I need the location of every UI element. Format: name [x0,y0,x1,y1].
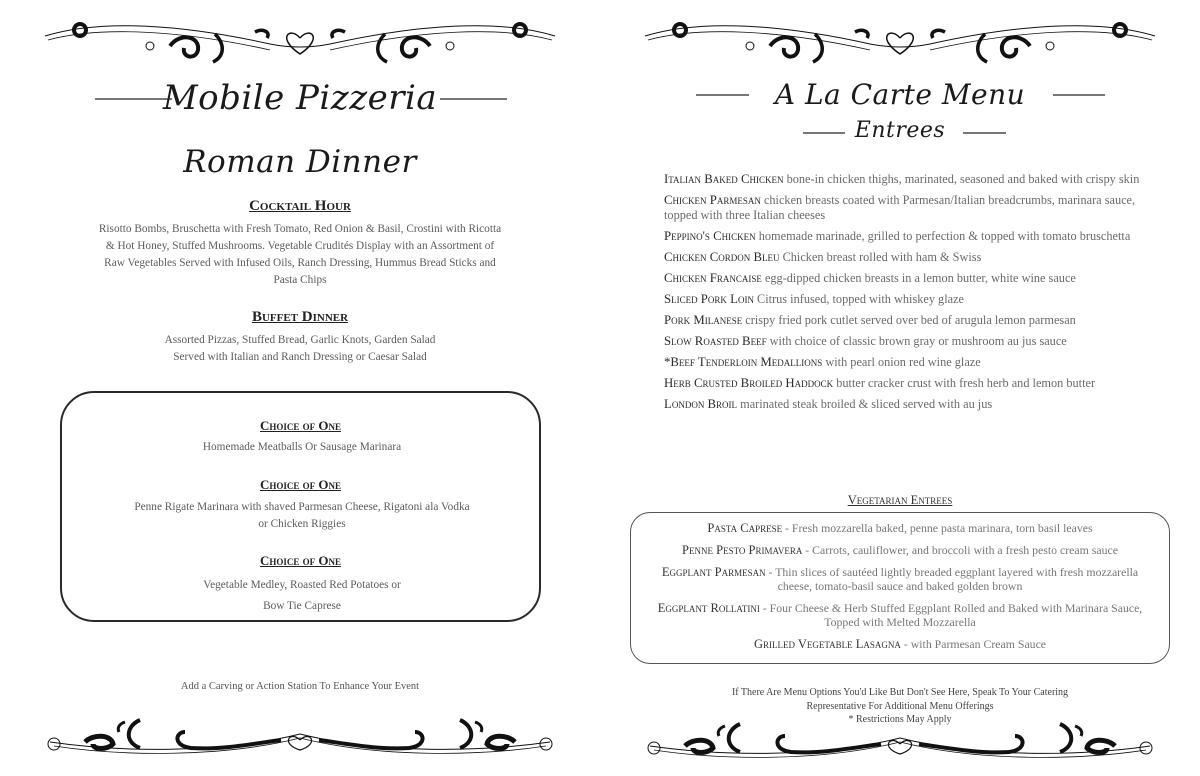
vegetarian-item-description: - with Parmesan Cream Sauce [900,637,1047,651]
cocktail-hour-heading: Cocktail Hour [249,198,351,214]
title-rule-right [1053,94,1105,96]
entree-item [664,229,1144,244]
right-menu-page [600,0,1200,776]
entree-description: egg-dipped chicken breasts in a lemon butter, white wine sauce [764,270,1076,285]
carving-station-note: Add a Carving or Action Station To Enhance Your Event [180,681,420,692]
entree-description: marinated steak broiled & sliced served with au jus [740,396,993,411]
entree-description: bone-in chicken thighs, marinated, seasoned and baked with crispy skin [786,172,1140,186]
vegetarian-item [656,601,1144,629]
entree-item [664,172,1144,187]
entree-description: Chicken breast rolled with ham & Swiss [782,249,982,264]
choice-2-line-2: or Chicken Riggies [258,518,346,530]
title-rule-right [440,98,507,100]
entree-item [664,355,1144,370]
vegetarian-item-description: - Four Cheese & Herb Stuffed Eggplant Rolled and Baked with Marinara Sauce, Topped with Melted Mozzarella [759,601,1143,629]
buffet-dinner-heading: Buffet Dinner [251,309,349,325]
choice-options-1 [102,439,502,456]
restrictions-note: * Restrictions May Apply [848,714,952,725]
entree-name: Chicken Parmesan [664,193,761,207]
vegetarian-entrees-box [630,512,1170,664]
vegetarian-item-description: - Fresh mozzarella baked, penne pasta marinara, torn basil leaves [782,521,1093,535]
entrees-list [664,172,1144,418]
vegetarian-entrees-heading: Vegetarian Entrees [847,493,953,507]
buffet-line-2: Served with Italian and Ranch Dressing or Caesar Salad [173,351,427,363]
entree-name: Chicken Cordon Bleu [664,249,780,264]
top-flourish-ornament-icon [640,14,1160,66]
choice-3-line-1: Vegetable Medley, Roasted Red Potatoes or [203,579,401,591]
entree-item [664,313,1144,328]
note-line-2: Representative For Additional Menu Offerings [806,700,994,712]
entree-item [664,292,1144,307]
choice-1-line-1: Homemade Meatballs Or Sausage Marinara [202,441,402,453]
vegetarian-item-description: - Thin slices of sautéed lightly breaded eggplant layered with fresh mozzarella cheese, tomato-basil sauce and baked golden brown [765,565,1139,593]
entree-item [664,271,1144,286]
entree-name: Sliced Pork Loin [664,291,754,306]
choice-options-2 [102,499,502,533]
choice-3-line-2: Bow Tie Caprese [263,600,341,612]
vegetarian-item-name: Penne Pesto Primavera [682,543,803,557]
entree-description: Citrus infused, topped with whiskey glaze [757,291,964,306]
entree-description: with pearl onion red wine glaze [825,354,981,369]
restaurant-title: Mobile Pizzeria [162,78,438,118]
bottom-flourish-ornament-icon [640,716,1160,768]
entree-description: crispy fried pork cutlet served over bed of arugula lemon parmesan [745,312,1076,327]
entree-name: *Beef Tenderloin Medallions [664,354,823,369]
top-flourish-ornament-icon [40,14,560,66]
vegetarian-item-name: Grilled Vegetable Lasagna [753,637,901,651]
vegetarian-item-description: - Carrots, cauliflower, and broccoli with a fresh pesto cream sauce [802,543,1118,557]
vegetarian-item [651,565,1149,593]
choice-of-one-box [60,391,541,622]
entree-name: London Broil [664,396,738,411]
subtitle-rule-right [963,132,1006,134]
entree-description: homemade marinade, grilled to perfection & topped with tomato bruschetta [758,228,1131,243]
buffet-dinner-text [95,332,505,366]
note-line-1: If There Are Menu Options You'd Like But Don't See Here, Speak To Your Catering [731,687,1069,698]
entrees-subtitle: Entrees [854,118,946,143]
choice-heading-3: Choice of One [259,553,341,568]
choice-2-line-1: Penne Rigate Marinara with shaved Parmesan Cheese, Rigatoni ala Vodka [134,501,470,513]
bottom-flourish-ornament-icon [40,712,560,764]
entree-name: Pork Milanese [664,312,743,327]
a-la-carte-title: A La Carte Menu [774,78,1026,111]
vegetarian-item [641,521,1159,535]
vegetarian-item [641,637,1159,651]
choice-options-3 [102,575,502,617]
entree-name: Italian Baked Chicken [664,172,784,186]
entree-item [664,397,1144,412]
vegetarian-item [641,543,1159,557]
choice-heading-2: Choice of One [259,477,341,492]
entree-item [664,334,1144,349]
entree-item [664,193,1144,222]
cocktail-hour-text: Risotto Bombs, Bruschetta with Fresh Tomato, Red Onion & Basil, Crostini with Ricotta & Hot Honey, Stuffed Mushrooms. Vegetable Crudités Display with an Assortment of Raw Vegetables Served with Infused Oils, Ranch Dressing, Hummus Bread Sticks and Pasta Chips [98,223,502,286]
entree-description: chicken breasts coated with Parmesan/Italian breadcrumbs, marinara sauce, topped with three Italian cheeses [664,193,1136,222]
package-subtitle: Roman Dinner [183,144,417,180]
entree-item [664,250,1144,265]
entree-item [664,376,1144,391]
vegetarian-item-name: Eggplant Parmesan [661,565,766,579]
choice-heading-1: Choice of One [259,418,341,433]
entree-description: butter cracker crust with fresh herb and lemon butter [836,375,1096,390]
buffet-line-1: Assorted Pizzas, Stuffed Bread, Garlic Knots, Garden Salad [164,334,436,346]
vegetarian-item-name: Eggplant Rollatini [657,601,760,615]
entree-description: with choice of classic brown gray or mushroom au jus sauce [769,333,1067,348]
entree-name: Chicken Francaise [664,270,762,285]
vegetarian-item-name: Pasta Caprese [707,521,783,535]
entree-name: Peppino's Chicken [664,228,756,243]
entree-name: Slow Roasted Beef [664,333,767,348]
entree-name: Herb Crusted Broiled Haddock [664,375,834,390]
